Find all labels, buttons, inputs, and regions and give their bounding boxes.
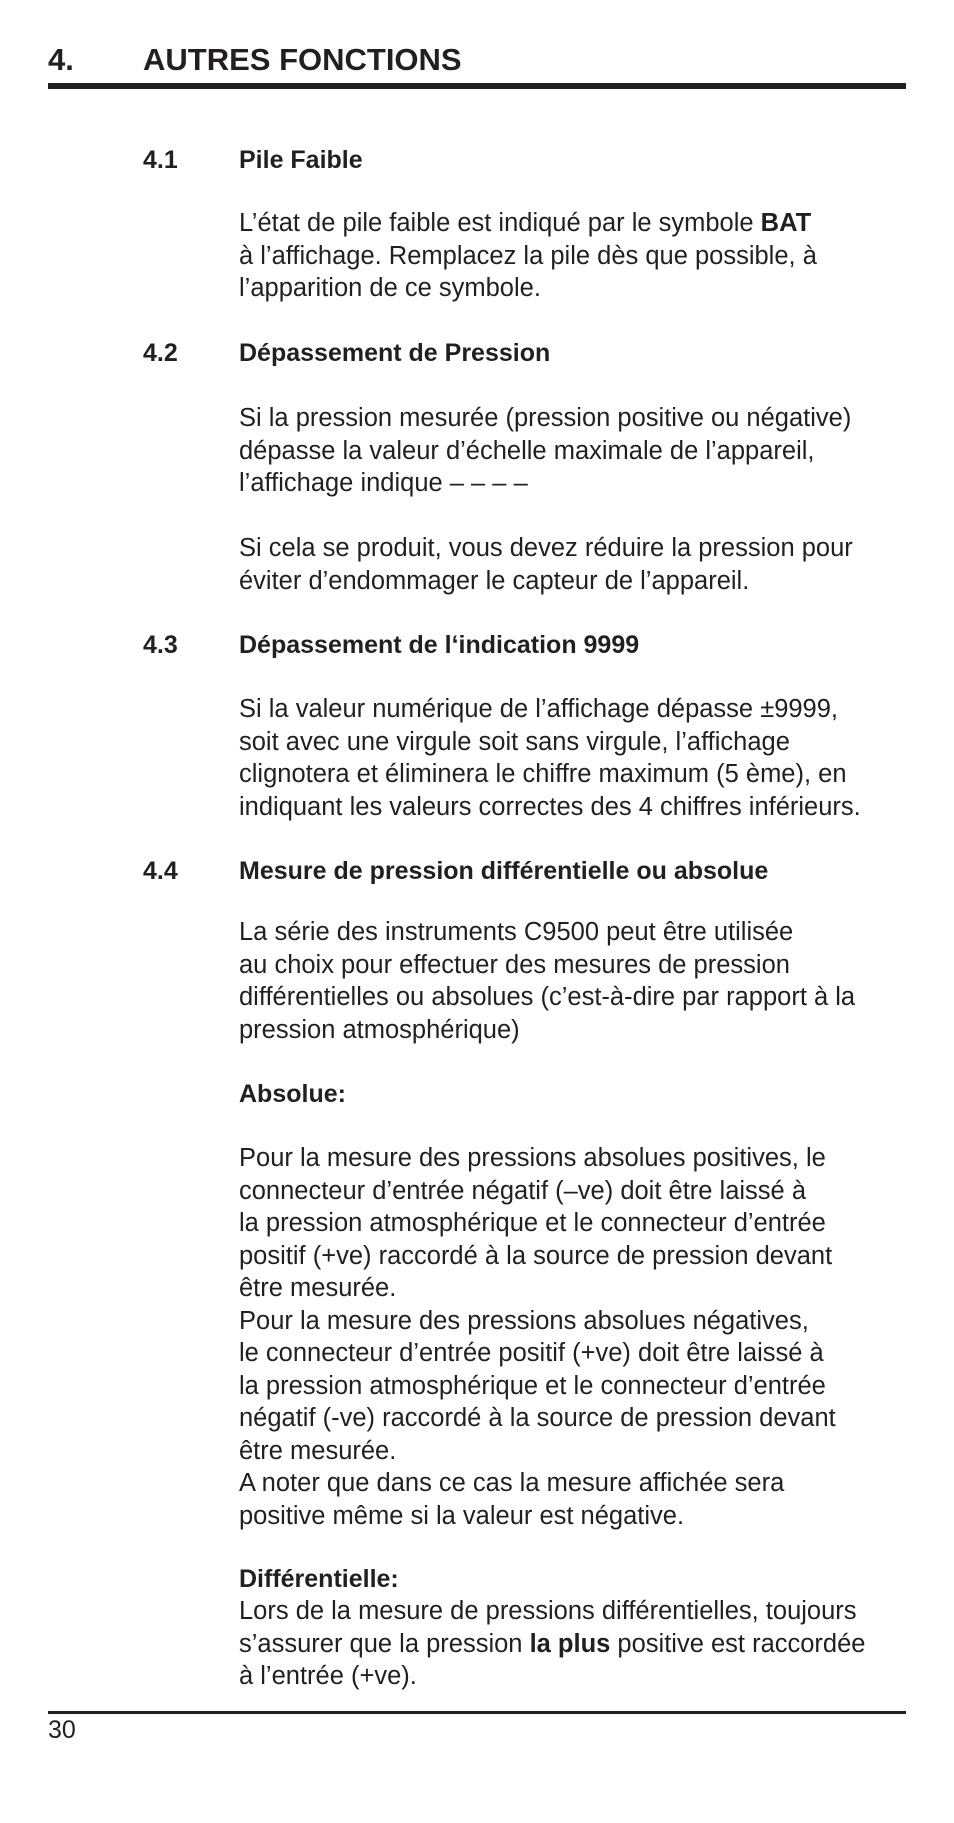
paragraph-line: éviter d’endommager le capteur de l’appareil. [239, 566, 750, 595]
section-4-1-title: Pile Faible [239, 146, 363, 174]
paragraph-line: Si cela se produit, vous devez réduire la pression pour [239, 534, 853, 562]
paragraph-line: Si la pression mesurée (pression positive ou négative) [239, 404, 852, 432]
paragraph-line: Pour la mesure des pressions absolues négatives, [239, 1306, 809, 1335]
heading-divider [48, 83, 906, 89]
paragraph-line: à l’affichage. Remplacez la pile dès que possible, à [239, 241, 817, 270]
paragraph-line: à l’entrée (+ve). [239, 1662, 417, 1690]
paragraph-line: s’assurer que la pression la plus positive est raccordée [239, 1629, 866, 1658]
paragraph-line: l’affichage indique – – – – [239, 469, 528, 497]
differentielle-heading: Différentielle: [239, 1565, 399, 1593]
absolue-heading: Absolue: [239, 1080, 346, 1108]
footer-divider [48, 1711, 906, 1714]
section-4-3-title: Dépassement de l‘indication 9999 [239, 631, 640, 659]
section-4-2-number: 4.2 [143, 339, 178, 367]
paragraph-line: Pour la mesure des pressions absolues positives, le [239, 1144, 826, 1172]
section-4-4-title: Mesure de pression différentielle ou absolue [239, 857, 769, 885]
section-4-1-paragraph [239, 207, 919, 305]
paragraph-line: Lors de la mesure de pressions différentielles, toujours [239, 1597, 857, 1625]
section-4-4-paragraph [239, 916, 919, 1046]
paragraph-line: le connecteur d’entrée positif (+ve) doit être laissé à [239, 1339, 824, 1367]
section-4-3-paragraph [239, 693, 919, 823]
paragraph-line: connecteur d’entrée négatif (–ve) doit être laissé à [239, 1176, 807, 1205]
paragraph-line: l’apparition de ce symbole. [239, 274, 541, 302]
section-4-2-paragraph-2 [239, 532, 919, 597]
paragraph-line: dépasse la valeur d’échelle maximale de l’appareil, [239, 436, 815, 465]
paragraph-line: L’état de pile faible est indiqué par le symbole BAT [239, 209, 812, 237]
paragraph-line: différentielles ou absolues (c’est-à-dire par rapport à la [239, 983, 856, 1011]
paragraph-line: être mesurée. [239, 1436, 397, 1465]
paragraph-line: négatif (-ve) raccordé à la source de pression devant [239, 1404, 836, 1432]
paragraph-line: au choix pour effectuer des mesures de pression [239, 950, 790, 979]
paragraph-line: Si la valeur numérique de l’affichage dépasse ±9999, [239, 695, 839, 723]
paragraph-line: soit avec une virgule soit sans virgule, l’affichage [239, 727, 790, 756]
chapter-title: AUTRES FONCTIONS [143, 42, 462, 77]
paragraph-line: indiquant les valeurs correctes des 4 chiffres inférieurs. [239, 792, 861, 821]
paragraph-line: clignotera et éliminera le chiffre maximum (5 ème), en [239, 760, 847, 788]
differentielle-paragraph [239, 1595, 919, 1693]
section-4-2-title: Dépassement de Pression [239, 339, 551, 367]
paragraph-line: La série des instruments C9500 peut être utilisée [239, 918, 794, 946]
section-4-1-number: 4.1 [143, 146, 178, 174]
bat-symbol: BAT [760, 209, 812, 237]
paragraph-line: positif (+ve) raccordé à la source de pression devant [239, 1241, 833, 1270]
paragraph-line: être mesurée. [239, 1274, 397, 1302]
absolue-paragraph [239, 1142, 919, 1532]
paragraph-line: pression atmosphérique) [239, 1015, 520, 1044]
paragraph-line: A noter que dans ce cas la mesure affichée sera [239, 1469, 785, 1497]
emphasis-la-plus: la plus [529, 1629, 611, 1658]
section-4-4-number: 4.4 [143, 857, 178, 885]
section-4-3-number: 4.3 [143, 631, 178, 659]
page-number: 30 [48, 1716, 76, 1744]
paragraph-line: positive même si la valeur est négative. [239, 1501, 685, 1530]
paragraph-line: la pression atmosphérique et le connecteur d’entrée [239, 1209, 826, 1237]
section-4-2-paragraph-1 [239, 402, 919, 500]
chapter-number: 4. [48, 42, 74, 77]
paragraph-line: la pression atmosphérique et le connecteur d’entrée [239, 1371, 826, 1400]
